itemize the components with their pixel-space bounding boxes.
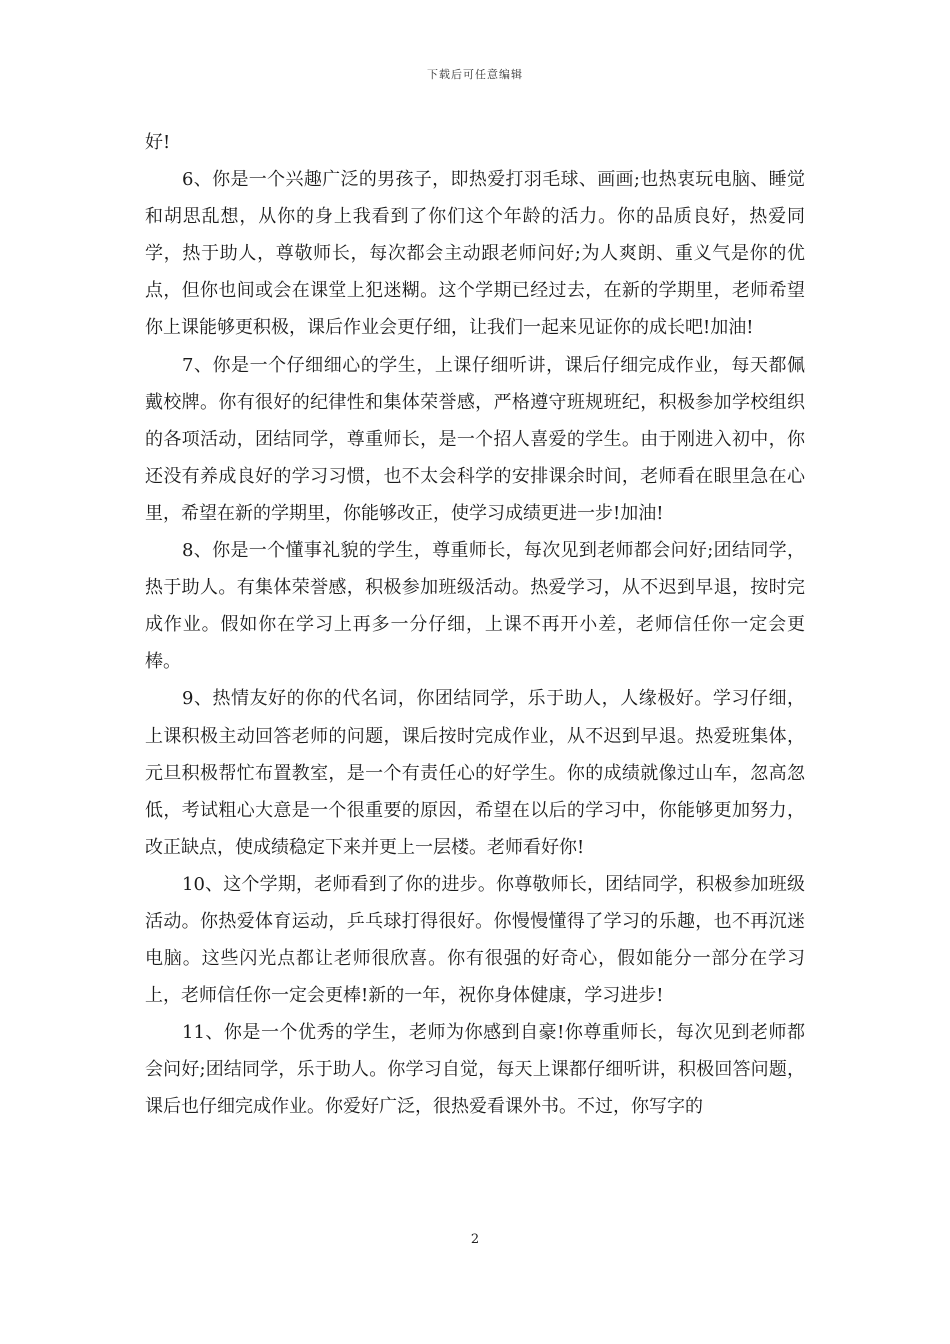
page-header: 下载后可任意编辑	[427, 68, 523, 81]
paragraph-comment-9: 9、热情友好的你的代名词，你团结同学，乐于助人，人缘极好。学习仔细，上课积极主动回答老师的问题，课后按时完成作业，从不迟到早退。热爱班集体，元旦积极帮忙布置教室，是一个有责任心的好学生。你的成绩就像过山车，忽高忽低，考试粗心大意是一个很重要的原因，希望在以后的学习中，你能够更加努力，改正缺点，使成绩稳定下来并更上一层楼。老师看好你!	[145, 688, 805, 858]
paragraph-comment-11: 11、你是一个优秀的学生，老师为你感到自豪!你尊重师长，每次见到老师都会问好;团结同学，乐于助人。你学习自觉，每天上课都仔细听讲，积极回答问题，课后也仔细完成作业。你爱好广泛，很热爱看课外书。不过，你写字的	[145, 1022, 805, 1118]
document-body	[145, 124, 805, 1126]
paragraph-comment-7: 7、你是一个仔细细心的学生，上课仔细听讲，课后仔细完成作业，每天都佩戴校牌。你有很好的纪律性和集体荣誉感，严格遵守班规班纪，积极参加学校组织的各项活动，团结同学，尊重师长，是一个招人喜爱的学生。由于刚进入初中，你还没有养成良好的学习习惯，也不太会科学的安排课余时间，老师看在眼里急在心里，希望在新的学期里，你能够改正，使学习成绩更进一步!加油!	[145, 354, 805, 524]
paragraph-comment-10: 10、这个学期，老师看到了你的进步。你尊敬师长，团结同学，积极参加班级活动。你热爱体育运动，乒乓球打得很好。你慢慢懂得了学习的乐趣，也不再沉迷电脑。这些闪光点都让老师很欣喜。你有很强的好奇心，假如能分一部分在学习上，老师信任你一定会更棒!新的一年，祝你身体健康，学习进步!	[145, 873, 805, 1007]
page-number: 2	[470, 1232, 480, 1247]
paragraph-fragment: 好!	[145, 132, 171, 153]
paragraph-comment-6: 6、你是一个兴趣广泛的男孩子，即热爱打羽毛球、画画;也热衷玩电脑、睡觉和胡思乱想，从你的身上我看到了你们这个年龄的活力。你的品质良好，热爱同学，热于助人，尊敬师长，每次都会主动跟老师问好;为人爽朗、重义气是你的优点，但你也间或会在课堂上犯迷糊。这个学期已经过去，在新的学期里，老师希望你上课能够更积极，课后作业会更仔细，让我们一起来见证你的成长吧!加油!	[145, 169, 805, 339]
paragraph-comment-8: 8、你是一个懂事礼貌的学生，尊重师长，每次见到老师都会问好;团结同学，热于助人。有集体荣誉感，积极参加班级活动。热爱学习，从不迟到早退，按时完成作业。假如你在学习上再多一分仔细，上课不再开小差，老师信任你一定会更棒。	[145, 540, 805, 673]
